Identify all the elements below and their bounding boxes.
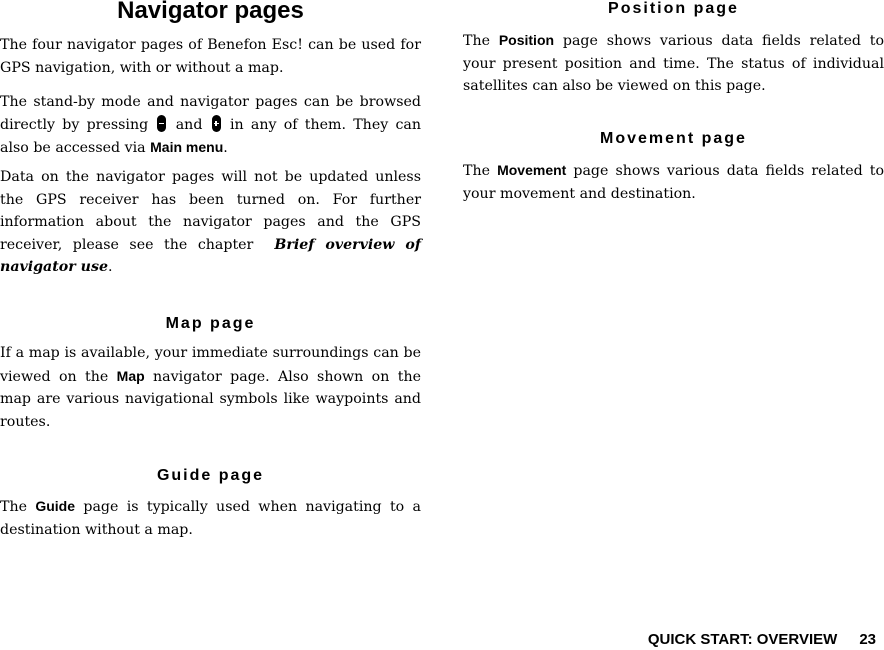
map-page-heading: Map page: [165, 315, 256, 332]
movement-page-heading: Movement page: [600, 130, 747, 147]
minus-key-icon: [157, 115, 166, 132]
position-term: Position: [498, 32, 555, 48]
position-page-heading: Position page: [608, 0, 739, 17]
intro-paragraph: The four navigator pages of Benefon Esc! can be used for GPS navigation, with or without a map.: [0, 37, 421, 76]
gps-update-paragraph: Data on the navigator pages will not be updated unless the GPS receiver has been turned on. For further information about the navigator pages and the GPS receiver, please see the chapter Brief overview of navigator use.: [0, 169, 421, 276]
guide-page-paragraph: The Guide page is typically used when navigating to a destination without a map.: [0, 498, 421, 538]
plus-key-icon: [212, 115, 221, 132]
guide-term: Guide: [35, 498, 76, 514]
movement-term: Movement: [497, 162, 567, 178]
position-page-paragraph: The Position page shows various data fields related to your present position and time. The status of individual satellites can also be viewed on this page.: [463, 32, 884, 95]
guide-page-heading: Guide page: [156, 467, 265, 484]
footer-section-title: QUICK START: OVERVIEW: [647, 631, 838, 648]
page-footer: [648, 630, 876, 650]
page-title: Navigator pages: [117, 0, 304, 24]
map-page-paragraph: If a map is available, your immediate surroundings can be viewed on the Map navigator page. Also shown on the map are various navigational symbols like waypoints and routes.: [0, 345, 421, 430]
movement-page-paragraph: The Movement page shows various data fields related to your movement and destination.: [463, 162, 884, 202]
page-number: 23: [859, 631, 876, 648]
chapter-reference: Brief overview of navigator use: [0, 236, 421, 276]
browse-paragraph: The stand-by mode and navigator pages can be browsed directly by pressing and in any of them. They can also be accessed via Main menu.: [0, 94, 422, 157]
map-term: Map: [116, 367, 145, 384]
main-menu-term: Main menu: [150, 139, 224, 156]
